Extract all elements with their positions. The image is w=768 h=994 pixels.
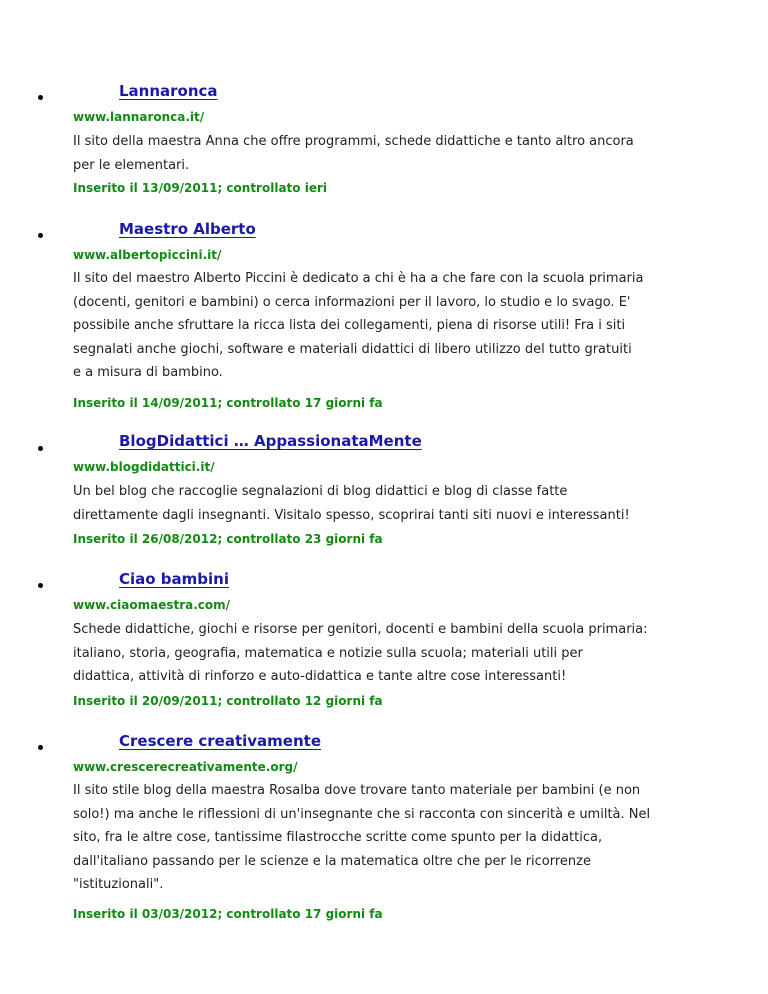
entry-meta: Inserito il 03/03/2012; controllato 17 giorni fa bbox=[73, 907, 383, 921]
bullet-icon bbox=[38, 583, 43, 588]
description-line: e a misura di bambino. bbox=[73, 365, 223, 380]
description-line: Il sito della maestra Anna che offre programmi, schede didattiche e tanto altro ancora bbox=[73, 134, 634, 149]
description-line: (docenti, genitori e bambini) o cerca informazioni per il lavoro, lo studio e lo svago. E' bbox=[73, 294, 631, 310]
description-line: solo!) ma anche le riflessioni di un'insegnante che si racconta con sincerità e umiltà. Nel bbox=[73, 806, 651, 822]
entry-description bbox=[73, 779, 713, 897]
description-line: dall'italiano passando per le scienze e la matematica oltre che per le ricorrenze bbox=[73, 853, 591, 869]
description-line: Il sito del maestro Alberto Piccini è dedicato a chi è ha a che fare con la scuola primaria bbox=[73, 271, 644, 286]
entry-description bbox=[73, 267, 713, 385]
entry-description bbox=[73, 480, 713, 527]
description-line: italiano, storia, geografia, matematica e notizie sulla scuola; materiali utili per bbox=[73, 645, 583, 661]
description-line: per le elementari. bbox=[73, 157, 190, 173]
description-line: "istituzionali". bbox=[73, 877, 164, 892]
entry-title-link[interactable]: Ciao bambini bbox=[119, 570, 229, 588]
bullet-icon bbox=[38, 95, 43, 100]
entry-url[interactable]: www.blogdidattici.it/ bbox=[73, 460, 215, 474]
entry-description bbox=[73, 130, 713, 177]
description-line: Un bel blog che raccoglie segnalazioni di blog didattici e blog di classe fatte bbox=[73, 484, 568, 499]
description-line: possibile anche sfruttare la ricca lista dei collegamenti, piena di risorse utili! Fra i siti bbox=[73, 318, 626, 333]
entry-url[interactable]: www.lannaronca.it/ bbox=[73, 110, 205, 124]
description-line: sito, fra le altre cose, tantissime filastrocche scritte come spunto per la didattica, bbox=[73, 830, 603, 845]
bullet-icon bbox=[38, 745, 43, 750]
entry-meta: Inserito il 13/09/2011; controllato ieri bbox=[73, 181, 327, 195]
entry-title-link[interactable]: Maestro Alberto bbox=[119, 220, 256, 238]
description-line: Il sito stile blog della maestra Rosalba dove trovare tanto materiale per bambini (e non bbox=[73, 783, 641, 798]
bullet-icon bbox=[38, 446, 43, 451]
description-line: didattica, attività di rinforzo e auto-didattica e tante altre cose interessanti! bbox=[73, 669, 567, 684]
entry-title-link[interactable]: Crescere creativamente bbox=[119, 732, 321, 750]
entry-url[interactable]: www.crescerecreativamente.org/ bbox=[73, 760, 298, 774]
entry-url[interactable]: www.albertopiccini.it/ bbox=[73, 248, 222, 262]
entry-url[interactable]: www.ciaomaestra.com/ bbox=[73, 598, 231, 612]
entry-title-link[interactable]: Lannaronca bbox=[119, 82, 218, 100]
entry-meta: Inserito il 26/08/2012; controllato 23 giorni fa bbox=[73, 532, 383, 546]
description-line: Schede didattiche, giochi e risorse per genitori, docenti e bambini della scuola primaria: bbox=[73, 622, 648, 637]
description-line: direttamente dagli insegnanti. Visitalo spesso, scoprirai tanti siti nuovi e interessanti! bbox=[73, 507, 630, 523]
entry-meta: Inserito il 14/09/2011; controllato 17 giorni fa bbox=[73, 396, 383, 410]
entry-title-link[interactable]: BlogDidattici … AppassionataMente bbox=[119, 432, 422, 450]
bullet-icon bbox=[38, 233, 43, 238]
entry-meta: Inserito il 20/09/2011; controllato 12 giorni fa bbox=[73, 694, 383, 708]
description-line: segnalati anche giochi, software e materiali didattici di libero utilizzo del tutto gratuiti bbox=[73, 341, 632, 357]
entry-description bbox=[73, 618, 713, 689]
